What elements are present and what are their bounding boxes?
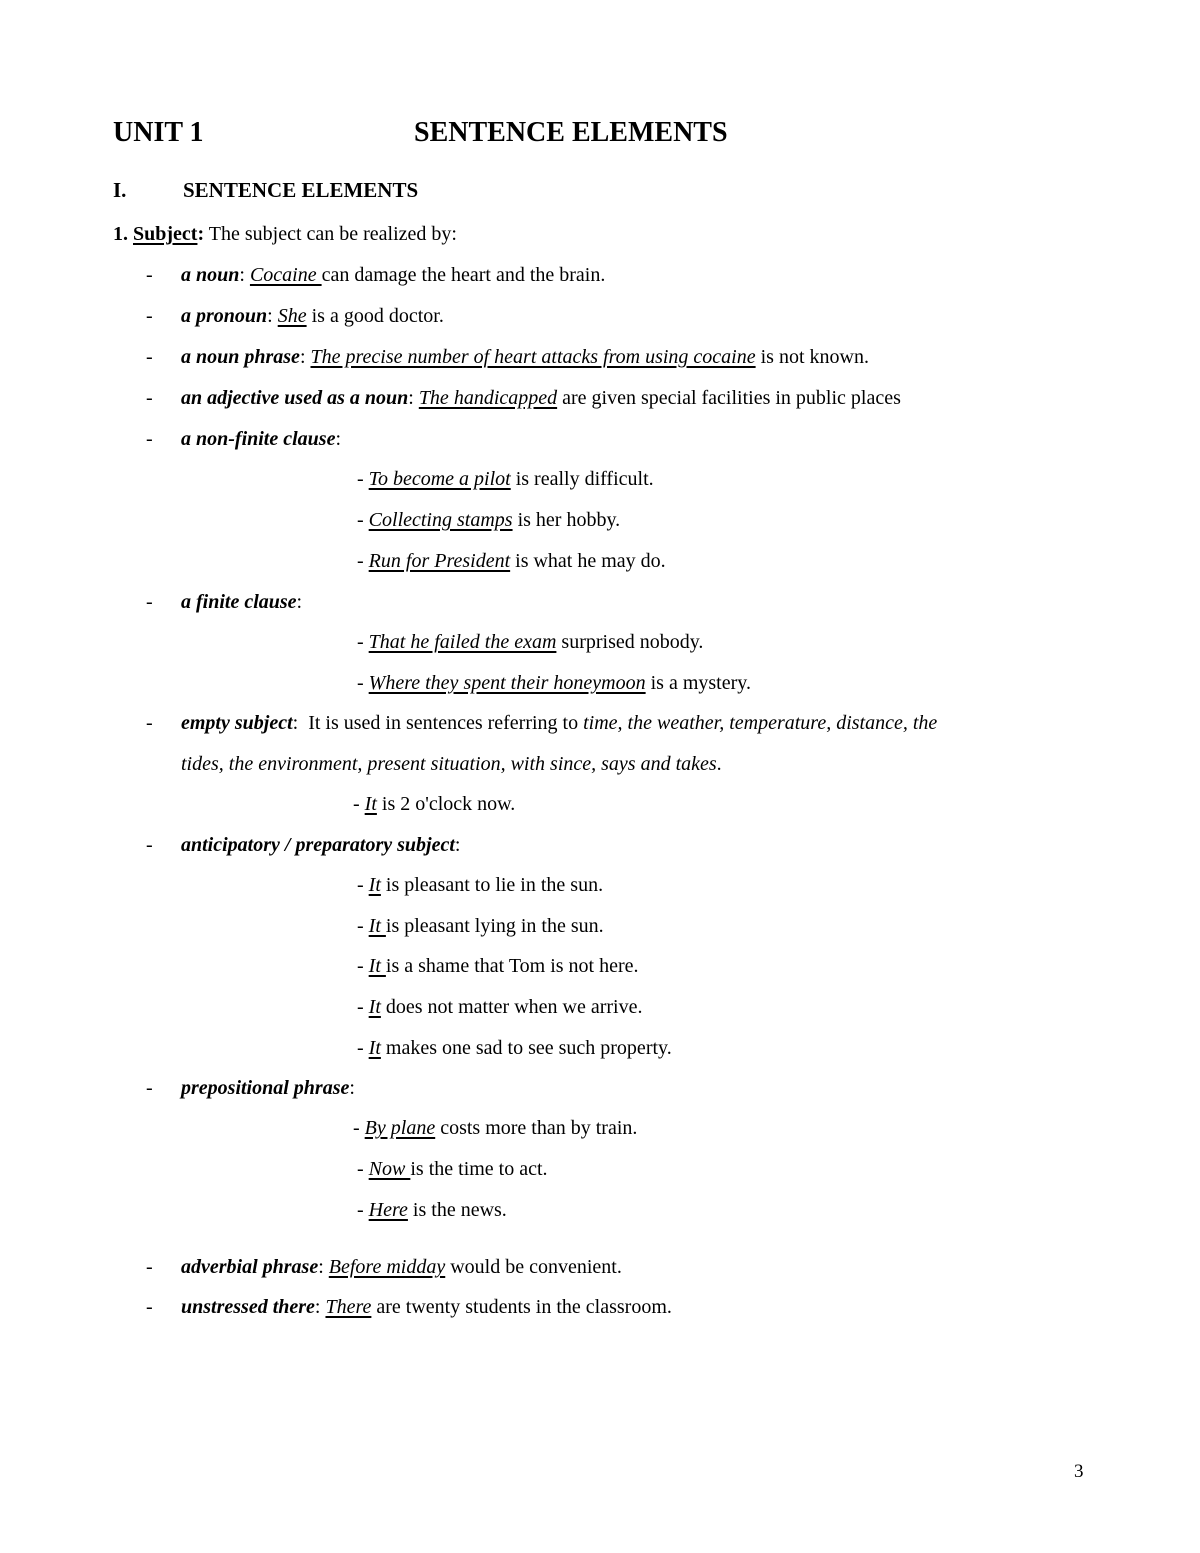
page-number: 3: [1074, 1461, 1084, 1482]
example-rest: can damage the heart and the brain.: [321, 264, 606, 286]
item-label: an adjective used as a noun: [181, 387, 409, 409]
subject-colon: :: [197, 223, 205, 245]
example-prefix: -: [357, 915, 369, 937]
example-rest: surprised nobody.: [556, 631, 704, 653]
example-prefix: -: [353, 1117, 365, 1139]
example-line: [357, 872, 603, 898]
item-sep: :: [296, 591, 303, 613]
example-subject: Before midday: [328, 1256, 446, 1278]
item-label: a finite clause: [181, 591, 297, 613]
item-label: adverbial phrase: [181, 1256, 319, 1278]
example-line: [357, 466, 654, 492]
item-sep: :: [239, 264, 250, 286]
example-rest: are twenty students in the classroom.: [371, 1296, 672, 1318]
list-dash: -: [146, 591, 153, 613]
example-line: [357, 953, 639, 979]
example-line: [357, 913, 604, 939]
example-subject: Collecting stamps: [368, 509, 513, 531]
item-sep: :: [314, 1296, 326, 1318]
list-dash: -: [146, 387, 153, 409]
item-label: empty subject: [181, 712, 293, 734]
section-title: SENTENCE ELEMENTS: [183, 178, 419, 202]
subject-intro: The subject can be realized by:: [204, 223, 457, 245]
example-rest: is really difficult.: [510, 468, 654, 490]
example-rest: is the time to act.: [410, 1158, 548, 1180]
example-prefix: -: [357, 955, 369, 977]
example-line: [357, 507, 620, 533]
example-rest: is pleasant to lie in the sun.: [380, 874, 604, 896]
item-topics: tides, the environment, present situation, with since, says and takes: [181, 753, 717, 775]
list-item-nonfinite: [181, 426, 341, 452]
example-subject: It: [368, 996, 381, 1018]
example-subject: It: [368, 955, 386, 977]
item-sep: :: [318, 1256, 329, 1278]
list-dash: -: [146, 428, 153, 450]
list-item-prepositional: [181, 1075, 355, 1101]
example-line: [357, 994, 642, 1020]
list-item-empty: [181, 710, 937, 736]
item-sep: :: [267, 305, 278, 327]
item-sep: :: [349, 1077, 355, 1099]
item-label: unstressed there: [181, 1296, 315, 1318]
example-rest: is a good doctor.: [306, 305, 444, 327]
example-line: [357, 1035, 672, 1061]
example-line: [357, 548, 666, 574]
example-rest: is the news.: [407, 1199, 507, 1221]
item-label: a noun: [181, 264, 240, 286]
example-rest: are given special facilities in public places: [557, 387, 901, 409]
example-rest: makes one sad to see such property.: [380, 1037, 672, 1059]
list-item-noun: [181, 262, 605, 288]
example-line: [357, 629, 703, 655]
example-rest: is what he may do.: [510, 550, 666, 572]
example-prefix: -: [357, 631, 369, 653]
example-line: [353, 1115, 637, 1141]
item-text: It is used in sentences referring to: [298, 712, 584, 734]
example-prefix: -: [357, 550, 369, 572]
example-prefix: -: [357, 1037, 369, 1059]
list-item-anticipatory: [181, 832, 460, 858]
list-dash: -: [146, 1256, 153, 1278]
example-rest: is pleasant lying in the sun.: [385, 915, 604, 937]
example-subject: The handicapped: [418, 387, 558, 409]
list-item-finite: [181, 589, 302, 615]
list-item-empty-cont: [181, 751, 722, 777]
list-dash: -: [146, 305, 153, 327]
item-sep: :: [408, 387, 419, 409]
example-prefix: -: [357, 1158, 369, 1180]
item-sep: :: [454, 834, 461, 856]
item-sep: :: [299, 346, 311, 368]
example-subject: That he failed the exam: [368, 631, 557, 653]
item-label: anticipatory / preparatory subject: [181, 834, 455, 856]
item-label: a non-finite clause: [181, 428, 336, 450]
example-subject: Here: [368, 1199, 408, 1221]
example-subject: There: [325, 1296, 372, 1318]
item-label: a noun phrase: [181, 346, 300, 368]
example-subject: The precise number of heart attacks from using cocaine: [310, 346, 756, 368]
example-line: [357, 1197, 507, 1223]
section-number: I.: [113, 178, 127, 202]
list-dash: -: [146, 1077, 153, 1099]
example-prefix: -: [357, 468, 369, 490]
item-topics: time, the weather, temperature, distance, the: [583, 712, 938, 734]
example-subject: Where they spent their honeymoon: [368, 672, 646, 694]
list-dash: -: [146, 264, 153, 286]
list-item-pronoun: [181, 303, 444, 329]
example-subject: It: [368, 874, 381, 896]
item-label: prepositional phrase: [181, 1077, 350, 1099]
list-item-there: [181, 1294, 672, 1320]
item-label: a pronoun: [181, 305, 268, 327]
example-rest: is her hobby.: [512, 509, 621, 531]
list-dash: -: [146, 1296, 153, 1318]
example-rest: would be convenient.: [445, 1256, 622, 1278]
example-subject: Cocaine: [249, 264, 322, 286]
item-sep: :: [335, 428, 342, 450]
example-line: [357, 670, 751, 696]
subject-label: Subject: [133, 223, 198, 245]
example-prefix: -: [357, 874, 369, 896]
list-item-adverbial: [181, 1254, 622, 1280]
example-subject: To become a pilot: [368, 468, 511, 490]
example-prefix: -: [357, 996, 369, 1018]
example-subject: By plane: [364, 1117, 436, 1139]
example-line: [353, 791, 515, 817]
unit-label: UNIT 1: [113, 117, 204, 148]
example-subject: It: [368, 1037, 381, 1059]
example-subject: She: [277, 305, 307, 327]
list-dash: -: [146, 346, 153, 368]
example-rest: does not matter when we arrive.: [380, 996, 643, 1018]
example-prefix: -: [357, 672, 369, 694]
example-rest: is not known.: [755, 346, 869, 368]
list-item-noun-phrase: [181, 344, 869, 370]
example-rest: is a mystery.: [645, 672, 751, 694]
example-subject: It: [364, 793, 377, 815]
example-prefix: -: [357, 1199, 369, 1221]
list-dash: -: [146, 712, 153, 734]
example-subject: It: [368, 915, 386, 937]
list-item-adjective: [181, 385, 901, 411]
subject-number: 1.: [113, 223, 128, 245]
item-sep: :: [292, 712, 299, 734]
example-rest: is a shame that Tom is not here.: [385, 955, 639, 977]
list-dash: -: [146, 834, 153, 856]
example-rest: is 2 o'clock now.: [376, 793, 516, 815]
example-rest: costs more than by train.: [435, 1117, 638, 1139]
unit-title: SENTENCE ELEMENTS: [414, 117, 728, 148]
example-subject: Run for President: [368, 550, 511, 572]
example-prefix: -: [357, 509, 369, 531]
item-end: .: [716, 753, 722, 775]
example-line: [357, 1156, 548, 1182]
example-subject: Now: [368, 1158, 411, 1180]
subject-heading: [113, 221, 457, 247]
example-prefix: -: [353, 793, 365, 815]
